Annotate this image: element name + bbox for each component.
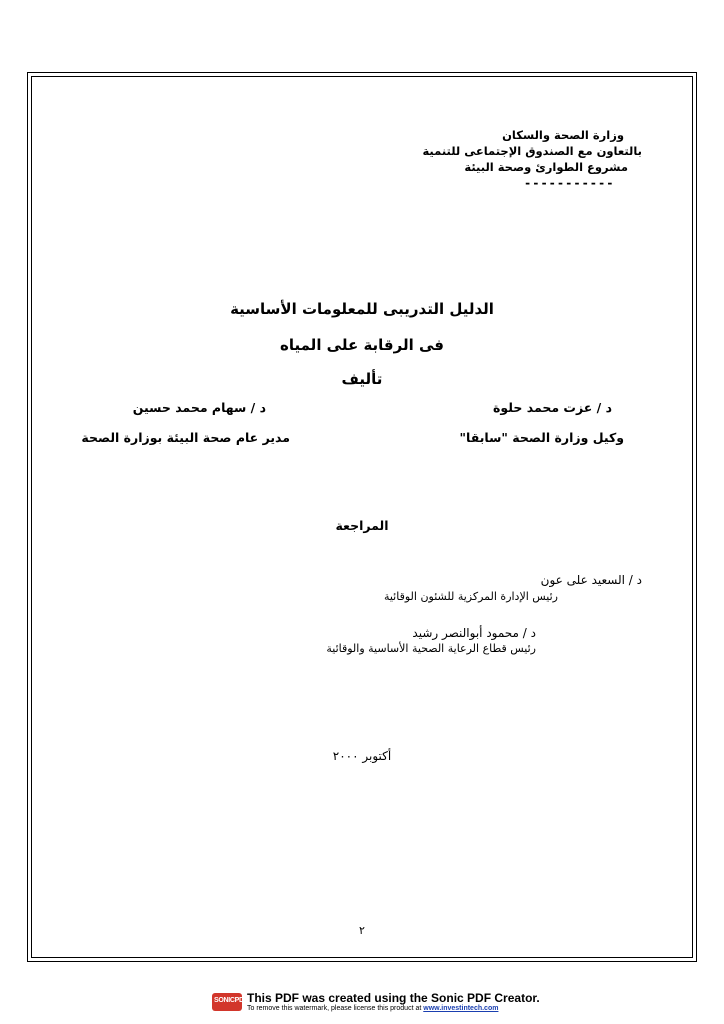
- page-number: ٢: [359, 924, 365, 937]
- author-1-name: د / عزت محمد حلوة: [493, 400, 612, 415]
- reviewer-2-title: رئيس قطاع الرعاية الصحية الأساسية والوقائية: [326, 642, 536, 655]
- author-2-name: د / سهام محمد حسين: [132, 400, 266, 415]
- authorship-heading: تأليف: [341, 370, 383, 388]
- pdf-watermark: [212, 991, 540, 1015]
- author-2-role: مدير عام صحة البيئة بوزارة الصحة: [81, 430, 290, 445]
- page-border-inner: [31, 76, 693, 958]
- reviewer-1-name: د / السعيد على عون: [540, 573, 642, 587]
- ministry-name: وزارة الصحة والسكان: [502, 128, 624, 142]
- reviewer-1-title: رئيس الإدارة المركزية للشئون الوقائية: [383, 590, 558, 603]
- project-name: مشروع الطوارئ وصحة البيئة: [464, 160, 628, 174]
- reviewer-2-name: د / محمود أبوالنصر رشيد: [412, 626, 536, 640]
- header-separator: -----------: [524, 176, 615, 190]
- publication-date: أكتوبر ٢٠٠٠: [332, 749, 392, 763]
- author-1-role: وكيل وزارة الصحة "سابقا": [459, 430, 624, 445]
- document-subtitle: فى الرقابة على المياه: [280, 336, 444, 354]
- review-heading: المراجعة: [335, 518, 389, 533]
- sonic-pdf-logo-icon: [212, 993, 248, 1011]
- logo-text: SONICPDF: [214, 997, 248, 1004]
- watermark-line-1: This PDF was created using the Sonic PDF Creator.: [247, 991, 540, 1005]
- document-title: الدليل التدريبى للمعلومات الأساسية: [230, 300, 494, 318]
- watermark-line-2: [247, 1005, 498, 1012]
- watermark-line-2-prefix: To remove this watermark, please license this product at: [247, 1005, 424, 1012]
- cooperation-line: بالتعاون مع الصندوق الإجتماعى للتنمية: [422, 144, 642, 158]
- investintech-link[interactable]: www.investintech.com: [423, 1005, 499, 1012]
